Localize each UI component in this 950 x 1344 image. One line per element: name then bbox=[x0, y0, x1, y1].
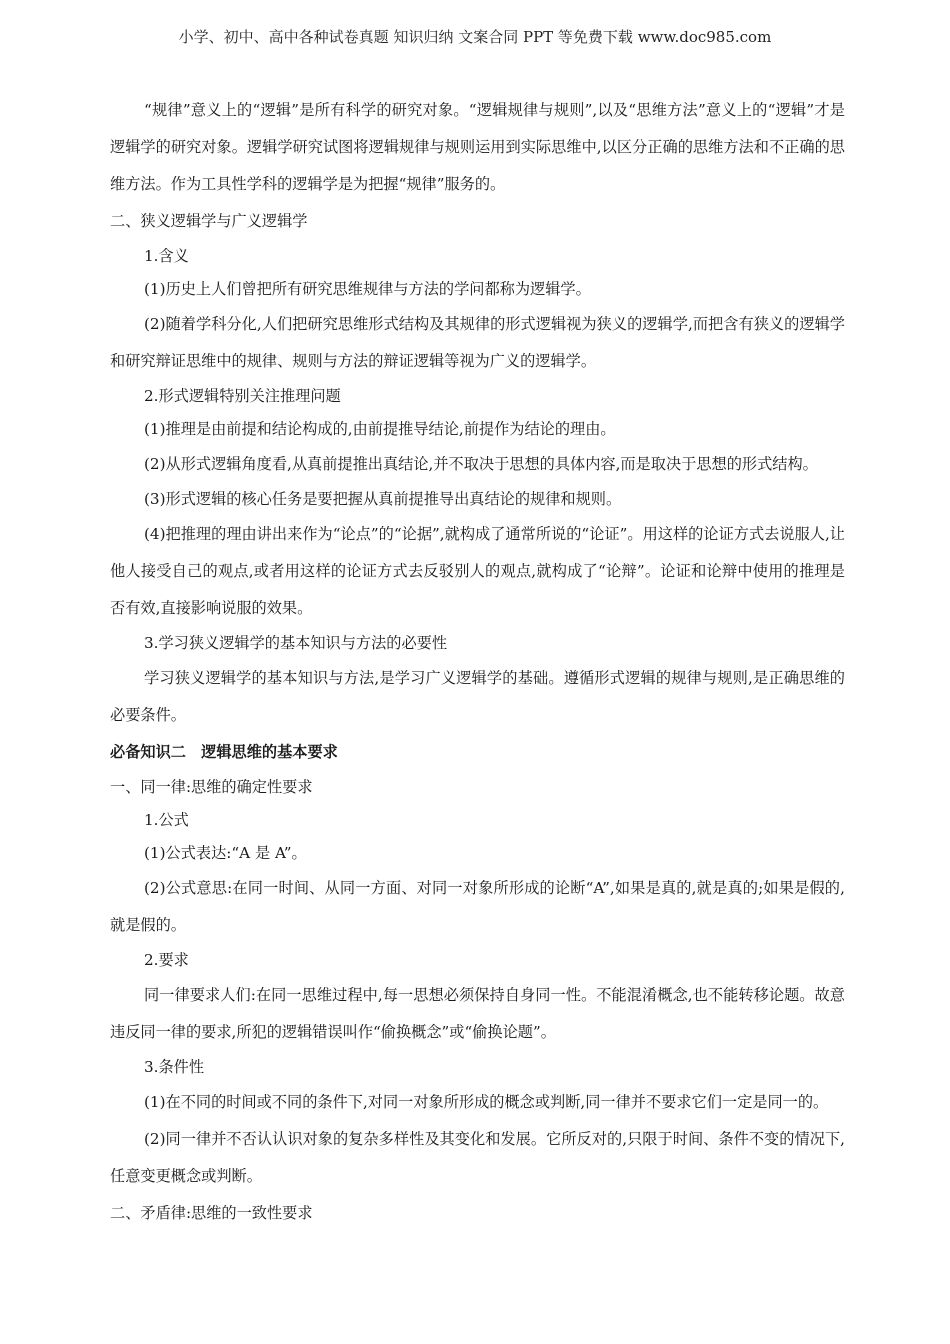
knowledge-heading: 必备知识二 逻辑思维的基本要求 bbox=[110, 743, 338, 761]
subheading-meaning: 1.含义 bbox=[144, 247, 189, 265]
section-heading-2: 二、狭义逻辑学与广义逻辑学 bbox=[110, 212, 308, 230]
list-item: (1)在不同的时间或不同的条件下,对同一对象所形成的概念或判断,同一律并不要求它们一定是同一的。 bbox=[144, 1093, 829, 1111]
intro-paragraph: “规律”意义上的“逻辑”是所有科学的研究对象。“逻辑规律与规则”,以及“思维方法”意义上的“逻辑”才是逻辑学的研究对象。逻辑学研究试图将逻辑规律与规则运用到实际思维中,以区分正确的思维方法和不正确的思维方法。作为工具性学科的逻辑学是为把握“规律”服务的。 bbox=[110, 101, 845, 193]
section-heading-contradiction: 二、矛盾律:思维的一致性要求 bbox=[110, 1204, 313, 1222]
page-header: 小学、初中、高中各种试卷真题 知识归纳 文案合同 PPT 等免费下载 www.doc985.com bbox=[178, 28, 772, 46]
list-item: (1)推理是由前提和结论构成的,由前提推导结论,前提作为结论的理由。 bbox=[144, 420, 616, 438]
list-item: (2)同一律并不否认认识对象的复杂多样性及其变化和发展。它所反对的,只限于时间、条件不变的情况下,任意变更概念或判断。 bbox=[110, 1130, 845, 1185]
subheading-inference: 2.形式逻辑特别关注推理问题 bbox=[144, 387, 341, 405]
subheading-necessity: 3.学习狭义逻辑学的基本知识与方法的必要性 bbox=[144, 634, 448, 652]
section-heading-identity: 一、同一律:思维的确定性要求 bbox=[110, 778, 313, 796]
body-paragraph: 学习狭义逻辑学的基本知识与方法,是学习广义逻辑学的基础。遵循形式逻辑的规律与规则,是正确思维的必要条件。 bbox=[110, 669, 845, 724]
list-item: (1)公式表达:“A 是 A”。 bbox=[144, 844, 307, 862]
list-item: (2)随着学科分化,人们把研究思维形式结构及其规律的形式逻辑视为狭义的逻辑学,而把含有狭义的逻辑学和研究辩证思维中的规律、规则与方法的辩证逻辑等视为广义的逻辑学。 bbox=[110, 315, 845, 370]
list-item: (1)历史上人们曾把所有研究思维规律与方法的学问都称为逻辑学。 bbox=[144, 280, 591, 298]
list-item: (2)公式意思:在同一时间、从同一方面、对同一对象所形成的论断“A”,如果是真的,就是真的;如果是假的,就是假的。 bbox=[110, 879, 845, 934]
subheading-requirement: 2.要求 bbox=[144, 951, 189, 969]
list-item: (3)形式逻辑的核心任务是要把握从真前提推导出真结论的规律和规则。 bbox=[144, 490, 622, 508]
body-paragraph: 同一律要求人们:在同一思维过程中,每一思想必须保持自身同一性。不能混淆概念,也不能转移论题。故意违反同一律的要求,所犯的逻辑错误叫作“偷换概念”或“偷换论题”。 bbox=[110, 986, 845, 1041]
document-body bbox=[110, 92, 845, 1232]
list-item: (4)把推理的理由讲出来作为“论点”的“论据”,就构成了通常所说的“论证”。用这样的论证方式去说服人,让他人接受自己的观点,或者用这样的论证方式去反驳别人的观点,就构成了“论辩”。论证和论辩中使用的推理是否有效,直接影响说服的效果。 bbox=[110, 525, 845, 617]
subheading-formula: 1.公式 bbox=[144, 811, 189, 829]
subheading-conditionality: 3.条件性 bbox=[144, 1058, 205, 1076]
list-item: (2)从形式逻辑角度看,从真前提推出真结论,并不取决于思想的具体内容,而是取决于思想的形式结构。 bbox=[144, 455, 818, 473]
